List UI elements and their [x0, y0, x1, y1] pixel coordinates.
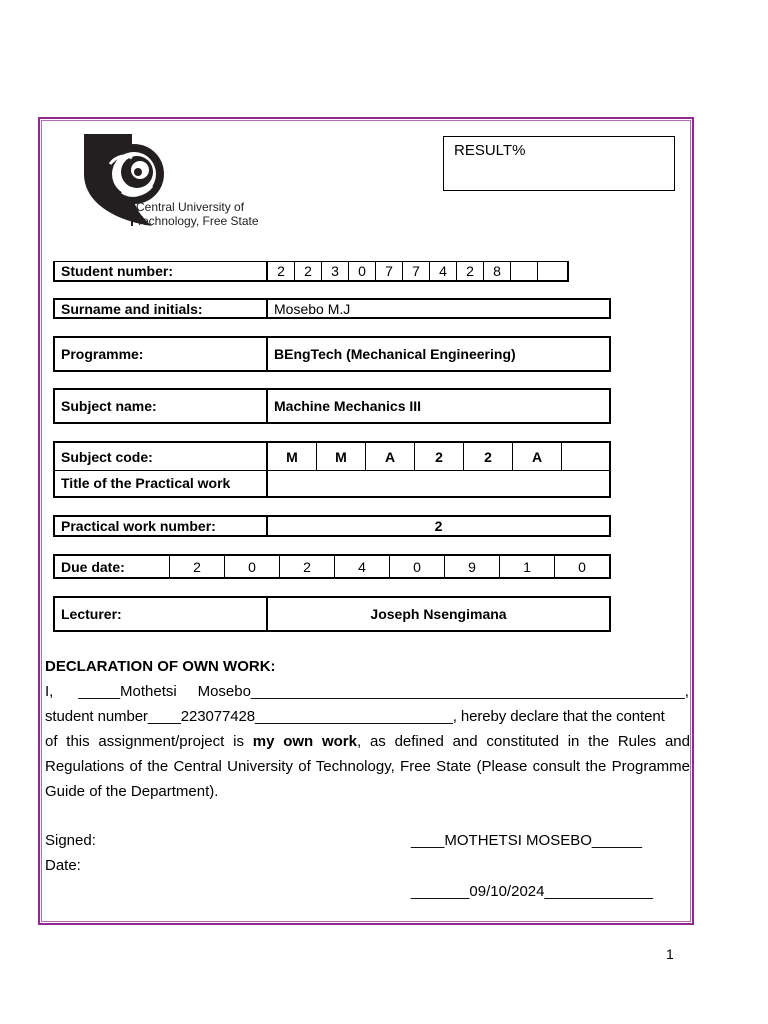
digit-cell: 0	[225, 556, 280, 577]
digit-cell	[511, 262, 538, 280]
page-number: 1	[666, 946, 674, 962]
digit-cell: 0	[578, 558, 586, 575]
practical-number-value: 2	[434, 518, 443, 534]
digit-cell: A	[366, 443, 415, 470]
programme-label: Programme:	[55, 338, 268, 370]
due-date-label: Due date:	[55, 556, 170, 577]
subject-name-row	[53, 388, 611, 424]
practical-number-row	[53, 515, 611, 537]
programme-value: BEngTech (Mechanical Engineering)	[274, 346, 516, 362]
programme-row	[53, 336, 611, 372]
lecturer-label: Lecturer:	[55, 598, 268, 630]
digit-cell: A	[513, 443, 562, 470]
declaration-line2: student number____223077428________________________, hereby declare that the content	[45, 708, 665, 725]
due-date-row	[53, 554, 611, 579]
digit-cell	[538, 262, 565, 280]
practical-title-label: Title of the Practical work	[55, 470, 268, 496]
declaration-body-post: , as defined and constituted in the Rules and Regulations of the Central University of Technology, Free State (Please consult the Programme Guide of the Department).	[45, 733, 690, 800]
digit-cell: M	[317, 443, 366, 470]
practical-title-row	[53, 470, 611, 498]
student-number-cells	[268, 262, 567, 280]
digit-cell: 2	[415, 443, 464, 470]
digit-cell: 2	[280, 556, 335, 577]
declaration	[45, 654, 690, 804]
lecturer-value: Joseph Nsengimana	[370, 606, 507, 622]
surname-row	[53, 298, 611, 319]
practical-number-label: Practical work number:	[55, 517, 268, 535]
digit-cell: 2	[457, 262, 484, 280]
lecturer-row	[53, 596, 611, 632]
subject-name-label: Subject name:	[55, 390, 268, 422]
declaration-body	[45, 729, 690, 804]
subject-code-cells	[268, 443, 609, 470]
digit-cell: 2	[268, 262, 295, 280]
result-box	[443, 136, 675, 191]
result-label: RESULT%	[454, 142, 526, 159]
digit-cell: 2	[295, 262, 322, 280]
subject-code-label: Subject code:	[55, 443, 268, 470]
digit-cell: 1	[500, 556, 555, 577]
declaration-line1: I, _____Mothetsi Mosebo____________________________________________________,	[45, 683, 689, 700]
subject-name-value: Machine Mechanics III	[274, 398, 422, 414]
logo-text-line2: Technology, Free State	[136, 214, 259, 228]
declaration-body-bold: my own work	[252, 733, 357, 750]
student-number-row	[53, 261, 569, 282]
digit-cell: 7	[376, 262, 403, 280]
digit-cell: 8	[484, 262, 511, 280]
digit-cell	[562, 443, 609, 470]
logo-text	[136, 200, 259, 228]
practical-title-value	[268, 470, 274, 496]
digit-cell: 7	[403, 262, 430, 280]
digit-cell: M	[268, 443, 317, 470]
logo-text-line1: Central University of	[136, 200, 245, 214]
surname-label: Surname and initials:	[55, 300, 268, 317]
digit-cell: 2	[464, 443, 513, 470]
declaration-title: DECLARATION OF OWN WORK:	[45, 658, 276, 675]
digit-cell: 9	[445, 556, 500, 577]
digit-cell: 4	[335, 556, 390, 577]
date-value: _______09/10/2024_____________	[411, 883, 653, 900]
student-number-label: Student number:	[55, 262, 268, 280]
digit-cell: 0	[390, 556, 445, 577]
signed-value: ____MOTHETSI MOSEBO______	[411, 832, 642, 849]
subject-code-row	[53, 441, 611, 471]
digit-cell: 0	[349, 262, 376, 280]
date-label: Date:	[45, 857, 81, 874]
signed-label: Signed:	[45, 832, 96, 849]
due-date-cells	[170, 556, 609, 577]
digit-cell: 2	[170, 556, 225, 577]
digit-cell: 4	[430, 262, 457, 280]
digit-cell: 3	[322, 262, 349, 280]
surname-value: Mosebo M.J	[274, 300, 351, 317]
declaration-body-pre: of this assignment/project is	[45, 733, 253, 750]
